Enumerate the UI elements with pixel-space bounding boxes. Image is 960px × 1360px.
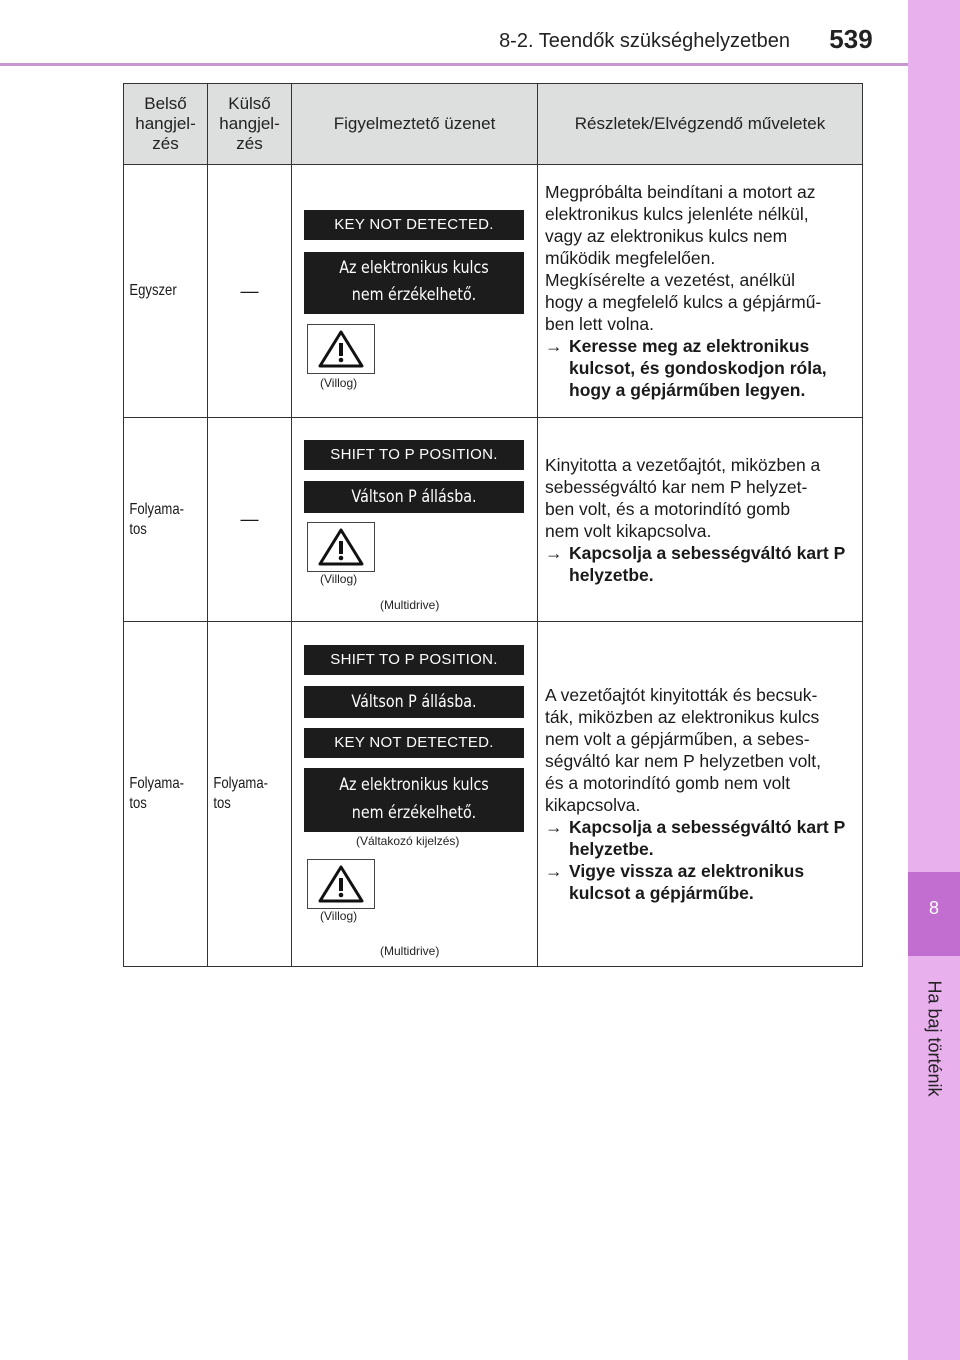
outer-buzzer-text: Folyama- (212, 775, 268, 792)
arrow-icon: → (545, 817, 563, 837)
action-text: Kapcsolja a sebességváltó kart P helyzetbe. (569, 817, 845, 859)
page-number: 539 (829, 24, 873, 54)
details-cell (538, 622, 863, 967)
warning-message-cell (292, 165, 538, 418)
message-hu-line: nem érzékelhető. (351, 803, 477, 823)
table-header-row (124, 84, 863, 165)
arrow-icon: → (545, 336, 563, 356)
inner-buzzer-cell (124, 418, 193, 622)
outer-buzzer-cell (208, 622, 277, 967)
action-item (545, 860, 854, 904)
chapter-number-badge: 8 (908, 872, 960, 956)
action-item (545, 335, 854, 401)
details-cell (538, 165, 863, 418)
message-en: SHIFT TO P POSITION. (304, 440, 524, 470)
message-hu (304, 686, 524, 718)
message-en: KEY NOT DETECTED. (304, 728, 524, 758)
header-warning-message: Figyelmeztető üzenet (292, 84, 538, 165)
inner-buzzer-text: tos (128, 520, 147, 538)
table-row (124, 418, 863, 622)
message-hu (304, 768, 524, 832)
detail-text: Megkísérelte a vezetést, anélkül (545, 270, 795, 290)
inner-buzzer-text: Egyszer (128, 282, 177, 299)
warning-table (123, 83, 863, 967)
warning-triangle-icon (307, 522, 375, 572)
message-hu-line: Váltson P állásba. (351, 692, 477, 712)
detail-text: és a motorindító gomb nem volt (545, 773, 791, 793)
inner-buzzer-cell (124, 165, 193, 418)
message-en: SHIFT TO P POSITION. (304, 645, 524, 675)
page-title: 8-2. Teendők szükséghelyzetben (499, 30, 790, 52)
inner-buzzer-text: Folyama- (128, 500, 184, 518)
side-tab (908, 0, 960, 1360)
action-text: Vigye vissza az elektronikus kulcsot a gépjárműbe. (569, 861, 805, 903)
outer-buzzer-cell: — (208, 418, 292, 622)
detail-text: nem volt kikapcsolva. (545, 521, 712, 541)
detail-text: működik megfelelően. (545, 248, 716, 268)
action-text: Kapcsolja a sebességváltó kart P helyzetbe. (569, 543, 845, 585)
message-hu-line: nem érzékelhető. (351, 285, 477, 305)
message-hu-line: Az elektronikus kulcs (339, 775, 489, 795)
arrow-icon: → (545, 861, 563, 881)
warning-message-cell (292, 418, 538, 622)
detail-text: ben volt, és a motorindító gomb (545, 499, 791, 519)
header-divider (0, 63, 908, 66)
header-inner-buzzer: Belső hangjel-zés (124, 84, 208, 165)
message-hu (304, 252, 524, 314)
message-hu (304, 481, 524, 513)
header-outer-buzzer: Külső hangjel-zés (208, 84, 292, 165)
detail-text: Megpróbálta beindítani a motort az (545, 182, 816, 202)
detail-text: vagy az elektronikus kulcs nem (545, 226, 788, 246)
detail-text: hogy a megfelelő kulcs a gépjármű- (545, 292, 822, 312)
details-cell (538, 418, 863, 622)
multidrive-caption: (Multidrive) (380, 598, 440, 612)
inner-buzzer-text: Folyama- (128, 775, 184, 792)
blink-note: (Villog) (320, 376, 358, 390)
message-hu-line: Váltson P állásba. (351, 487, 477, 507)
detail-text: nem volt a gépjárműben, a sebes- (545, 729, 810, 749)
chapter-label-text: Ha baj történik (924, 980, 945, 1097)
alternating-note: (Váltakozó kijelzés) (356, 834, 460, 848)
action-item (545, 542, 854, 586)
table-row (124, 165, 863, 418)
message-hu-line: Az elektronikus kulcs (339, 258, 489, 278)
blink-note: (Villog) (320, 572, 358, 586)
warning-triangle-icon (307, 859, 375, 909)
detail-text: ták, miközben az elektronikus kulcs (545, 707, 820, 727)
multidrive-caption: (Multidrive) (380, 944, 440, 958)
detail-text: A vezetőajtót kinyitották és becsuk- (545, 685, 818, 705)
header-details: Részletek/Elvégzendő műveletek (538, 84, 863, 165)
action-text: Keresse meg az elektronikus kulcsot, és gondoskodjon róla, hogy a gépjárműben legyen. (569, 336, 827, 400)
detail-text: sebességváltó kar nem P helyzet- (545, 477, 808, 497)
message-en: KEY NOT DETECTED. (304, 210, 524, 240)
detail-text: elektronikus kulcs jelenléte nélkül, (545, 204, 809, 224)
detail-text: Kinyitotta a vezetőajtót, miközben a (545, 455, 821, 475)
detail-text: ségváltó kar nem P helyzetben volt, (545, 751, 821, 771)
outer-buzzer-text: tos (212, 795, 231, 812)
warning-message-cell (292, 622, 538, 967)
action-item (545, 816, 854, 860)
warning-triangle-icon (307, 324, 375, 374)
detail-text: ben lett volna. (545, 314, 654, 334)
blink-note: (Villog) (320, 909, 358, 923)
arrow-icon: → (545, 543, 563, 563)
inner-buzzer-cell (124, 622, 193, 967)
outer-buzzer-cell: — (208, 165, 292, 418)
table-row (124, 622, 863, 967)
detail-text: kikapcsolva. (545, 795, 641, 815)
inner-buzzer-text: tos (128, 795, 147, 812)
